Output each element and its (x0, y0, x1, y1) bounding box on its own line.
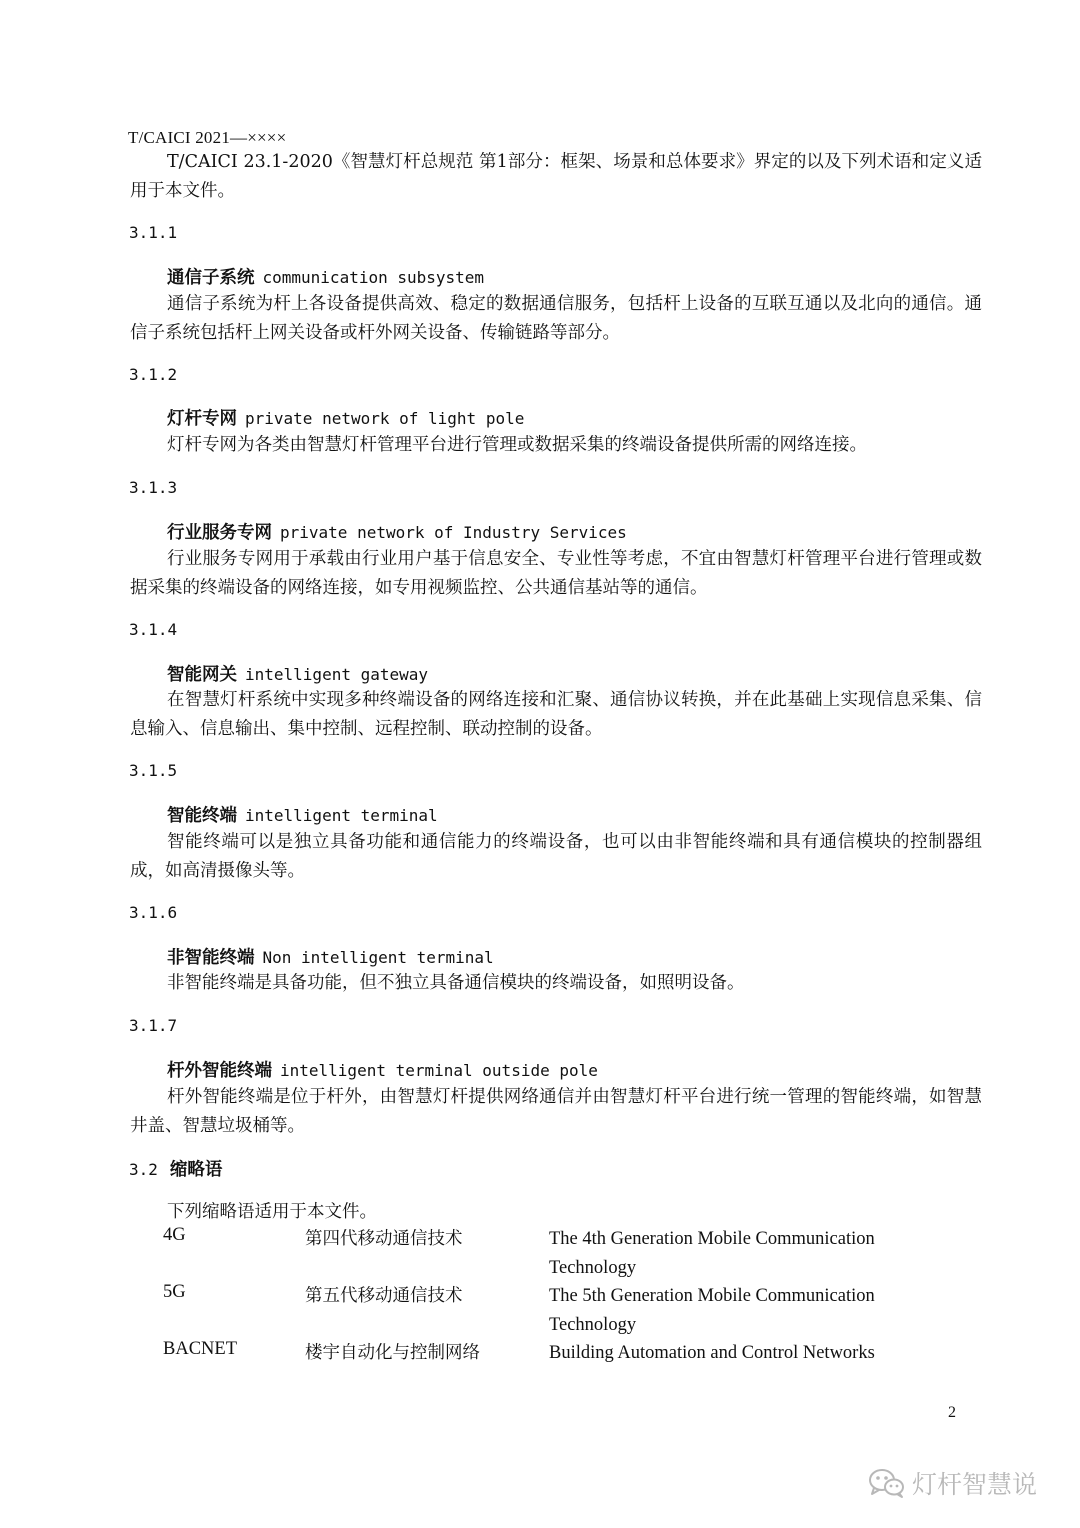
term-definition: 杆外智能终端是位于杆外，由智慧灯杆提供网络通信并由智慧灯杆平台进行统一管理的智能终端，如智慧井盖、智慧垃圾桶等。 (130, 1087, 982, 1136)
abbreviation-en: The 4th Generation Mobile Communication Technology (549, 1229, 875, 1278)
clause-number: 3.1.1 (129, 223, 178, 242)
term-en: private network of light pole (245, 409, 525, 428)
term-cn: 行业服务专网 (167, 523, 272, 543)
term-cn: 灯杆专网 (167, 409, 237, 429)
term-heading (167, 264, 484, 289)
term-en: intelligent terminal outside pole (280, 1061, 598, 1080)
abbreviation-cn: 第五代移动通信技术 (305, 1286, 463, 1306)
clause-number: 3.1.4 (129, 620, 178, 639)
clause-number: 3.1.2 (129, 365, 178, 384)
term-heading (167, 1057, 598, 1082)
term-en: intelligent gateway (245, 665, 429, 684)
term-heading (167, 944, 494, 969)
term-heading (167, 802, 438, 827)
abbreviations-intro: 下列缩略语适用于本文件。 (167, 1202, 377, 1222)
clause-number: 3.1.3 (129, 478, 178, 497)
term-cn: 通信子系统 (167, 268, 255, 288)
term-cn: 杆外智能终端 (167, 1061, 272, 1081)
term-en: private network of Industry Services (280, 523, 627, 542)
section-number: 3.2 (129, 1160, 158, 1179)
term-cn: 智能终端 (167, 806, 237, 826)
term-heading (167, 519, 627, 544)
term-definition: 智能终端可以是独立具备功能和通信能力的终端设备，也可以由非智能终端和具有通信模块的控制器组成，如高清摄像头等。 (130, 832, 982, 881)
term-definition: 灯杆专网为各类由智慧灯杆管理平台进行管理或数据采集的终端设备提供所需的网络连接。 (167, 435, 867, 455)
abbreviation-cn: 第四代移动通信技术 (305, 1229, 463, 1249)
term-heading (167, 661, 428, 686)
term-definition: 行业服务专网用于承载由行业用户基于信息安全、专业性等考虑，不宜由智慧灯杆管理平台进行管理或数据采集的终端设备的网络连接，如专用视频监控、公共通信基站等的通信。 (130, 549, 982, 598)
page-number: 2 (948, 1404, 956, 1421)
term-en: Non intelligent terminal (262, 948, 494, 967)
section-heading (129, 1156, 222, 1181)
doc-code: T/CAICI 2021—×××× (128, 128, 287, 147)
clause-number: 3.1.5 (129, 761, 178, 780)
abbreviation-code: 5G (163, 1282, 186, 1302)
wechat-icon (868, 1467, 906, 1499)
watermark (868, 1466, 1037, 1500)
abbreviation-cn: 楼宇自动化与控制网络 (305, 1343, 480, 1363)
term-definition: 在智慧灯杆系统中实现多种终端设备的网络连接和汇聚、通信协议转换，并在此基础上实现信息采集、信息输入、信息输出、集中控制、远程控制、联动控制的设备。 (130, 690, 982, 739)
abbreviation-en: Building Automation and Control Networks (549, 1343, 875, 1363)
section-title: 缩略语 (169, 1160, 223, 1180)
abbreviation-code: BACNET (163, 1339, 237, 1359)
term-cn: 智能网关 (167, 665, 237, 685)
term-heading (167, 405, 524, 430)
term-cn: 非智能终端 (167, 948, 255, 968)
clause-number: 3.1.6 (129, 903, 178, 922)
term-definition: 非智能终端是具备功能，但不独立具备通信模块的终端设备，如照明设备。 (167, 973, 745, 993)
term-en: communication subsystem (262, 268, 485, 287)
term-definition: 通信子系统为杆上各设备提供高效、稳定的数据通信服务，包括杆上设备的互联互通以及北向的通信。通信子系统包括杆上网关设备或杆外网关设备、传输链路等部分。 (130, 294, 982, 343)
term-en: intelligent terminal (245, 806, 438, 825)
intro-paragraph: T/CAICI 23.1-2020《智慧灯杆总规范 第1部分：框架、场景和总体要求》界定的以及下列术语和定义适用于本文件。 (130, 152, 982, 201)
abbreviation-en: The 5th Generation Mobile Communication Technology (549, 1286, 875, 1335)
clause-number: 3.1.7 (129, 1016, 178, 1035)
abbreviation-code: 4G (163, 1225, 186, 1245)
watermark-text: 灯杆智慧说 (912, 1470, 1038, 1499)
